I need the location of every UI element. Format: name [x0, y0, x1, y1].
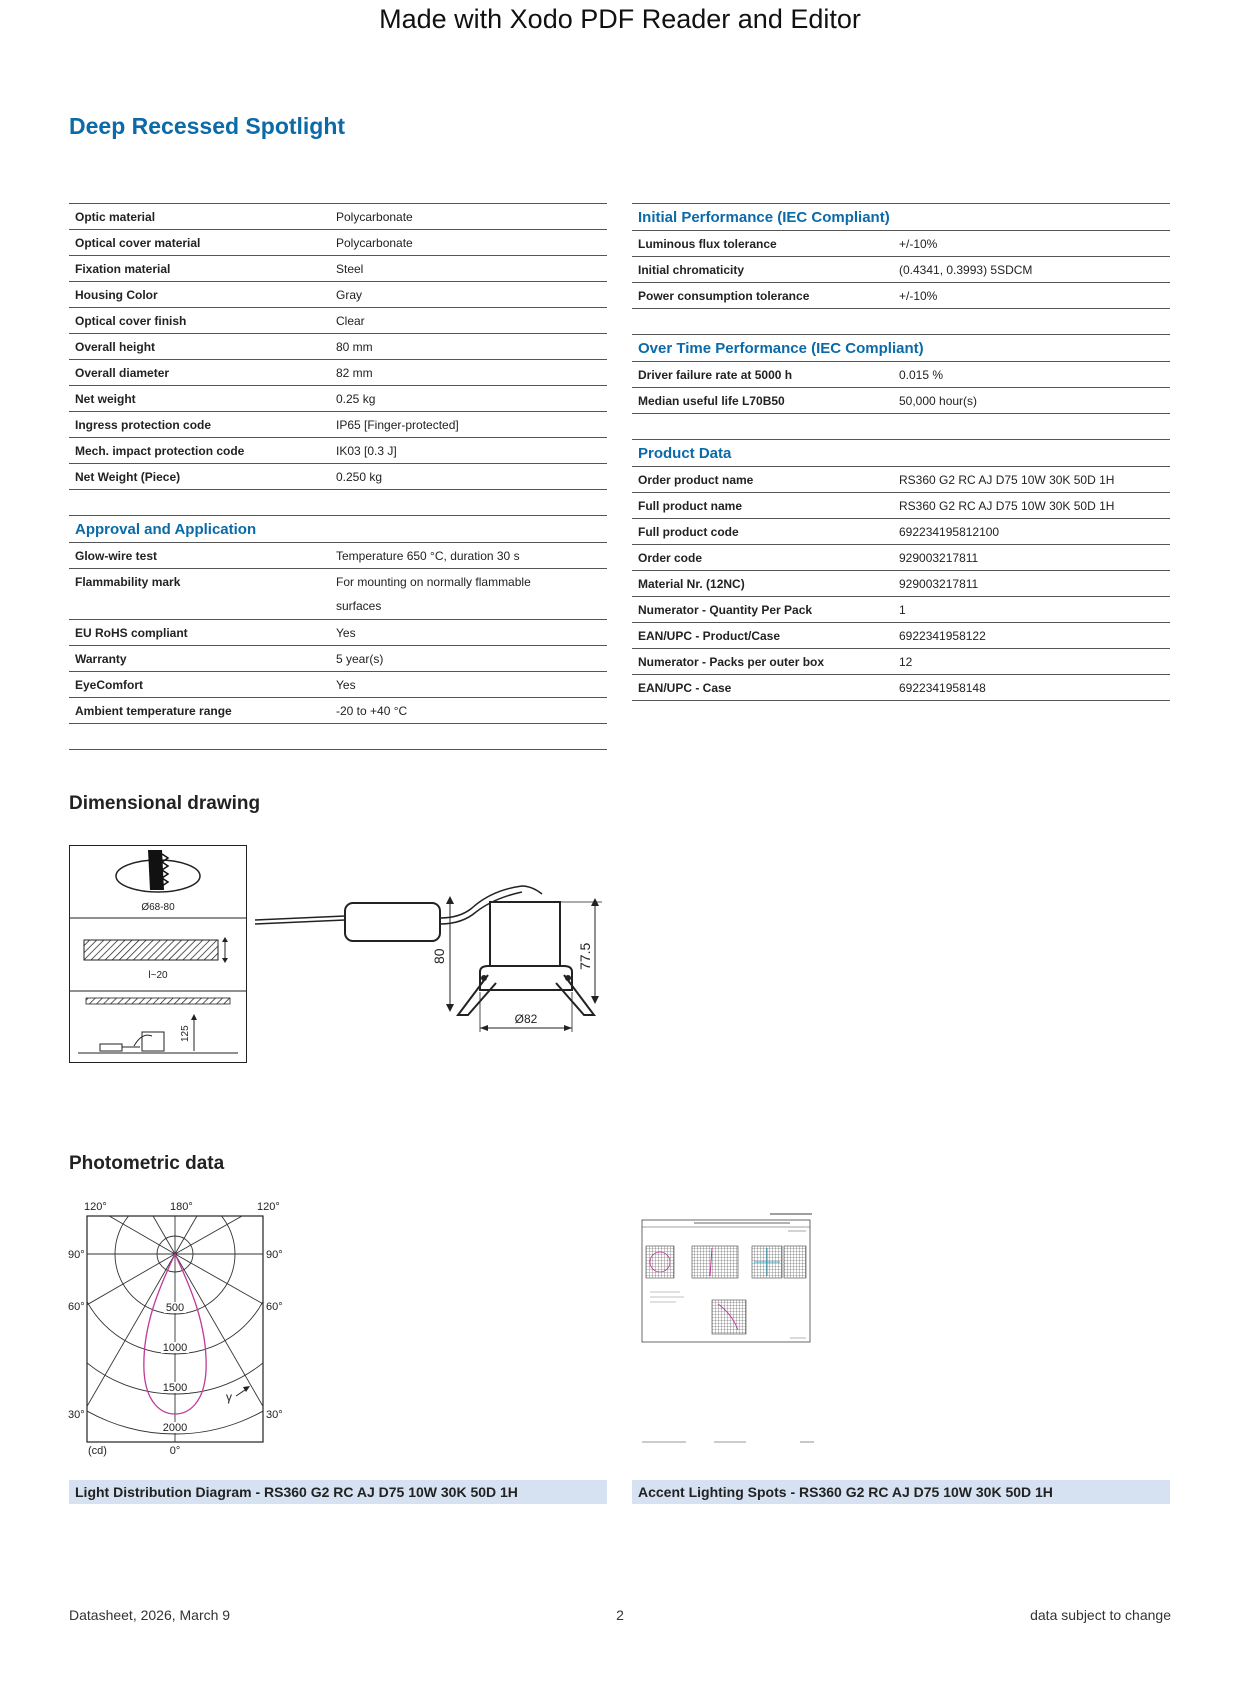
- table-row: [69, 229, 607, 255]
- table-row: [69, 463, 607, 489]
- spec-value: Yes: [336, 677, 356, 692]
- clearance-label: 125: [180, 1025, 191, 1042]
- angle-label: 180°: [170, 1201, 193, 1213]
- spec-value: 82 mm: [336, 365, 373, 380]
- spec-key: Fixation material: [75, 261, 171, 276]
- spec-value: Polycarbonate: [336, 235, 413, 250]
- installation-diagram: [69, 845, 247, 1063]
- table-row: [69, 281, 607, 307]
- spec-value: Clear: [336, 313, 365, 328]
- table-row: [632, 570, 1170, 596]
- spec-key: Flammability mark: [75, 575, 181, 589]
- spec-key: Median useful life L70B50: [638, 393, 785, 408]
- spec-value: 929003217811: [899, 576, 979, 591]
- height-dimension-label: 80: [431, 948, 447, 964]
- section-header-approval: [69, 515, 607, 542]
- spec-key: EU RoHS compliant: [75, 625, 188, 640]
- spec-key: Ambient temperature range: [75, 703, 232, 718]
- ring-label: 1000: [162, 1342, 188, 1354]
- angle-label: 90°: [266, 1249, 283, 1261]
- spec-value: 6922341958122: [899, 628, 986, 643]
- spec-key: Optical cover finish: [75, 313, 187, 328]
- driver-box: [345, 903, 440, 941]
- table-row: [632, 596, 1170, 622]
- spec-key: Numerator - Quantity Per Pack: [638, 602, 813, 617]
- spec-value: Polycarbonate: [336, 209, 413, 224]
- spec-value: Gray: [336, 287, 363, 302]
- spec-key: Full product name: [638, 498, 743, 513]
- spec-key: Numerator - Packs per outer box: [638, 654, 825, 669]
- table-spacer: [632, 308, 1170, 334]
- ring-label: 1500: [162, 1382, 188, 1394]
- table-row: [69, 411, 607, 437]
- table-row: [632, 544, 1170, 570]
- spec-key: Optical cover material: [75, 235, 201, 250]
- spec-key: Housing Color: [75, 287, 158, 302]
- spec-value: 1: [899, 602, 906, 617]
- table-end-rule: [69, 749, 607, 750]
- table-spacer: [69, 723, 607, 749]
- spec-key: Full product code: [638, 524, 739, 539]
- spec-value: Temperature 650 °C, duration 30 s: [336, 548, 520, 563]
- table-row: [632, 518, 1170, 544]
- spec-value-line: For mounting on normally flammable: [336, 575, 531, 589]
- table-row: [69, 568, 607, 619]
- footer-date: Datasheet, 2026, March 9: [69, 1607, 231, 1623]
- table-row: [69, 203, 607, 229]
- section-title: Approval and Application: [75, 520, 257, 538]
- spec-key: Overall height: [75, 339, 156, 354]
- angle-label: 60°: [266, 1301, 283, 1313]
- gamma-label: γ: [226, 1390, 232, 1404]
- cutout-label: Ø68-80: [141, 902, 175, 913]
- spec-key: Power consumption tolerance: [638, 288, 810, 303]
- angle-label: 0°: [169, 1445, 181, 1457]
- accent-lighting-thumbnail: [640, 1212, 820, 1448]
- spec-value: 0.25 kg: [336, 391, 376, 406]
- spec-key: Driver failure rate at 5000 h: [638, 367, 793, 382]
- table-row: [69, 671, 607, 697]
- spec-key: Mech. impact protection code: [75, 443, 245, 458]
- spec-key: Glow-wire test: [75, 548, 158, 563]
- spec-value: Steel: [336, 261, 364, 276]
- watermark-banner: Made with Xodo PDF Reader and Editor: [379, 4, 861, 34]
- table-row: [69, 697, 607, 723]
- spec-value: Yes: [336, 625, 356, 640]
- spec-value: 0.015 %: [899, 367, 944, 382]
- table-row: [69, 542, 607, 568]
- polar-light-distribution-diagram: [62, 1196, 302, 1458]
- table-row: [69, 437, 607, 463]
- table-row: [632, 492, 1170, 518]
- angle-label: 30°: [266, 1409, 283, 1421]
- table-row: [632, 256, 1170, 282]
- angle-label: 90°: [68, 1249, 85, 1261]
- spec-value: 80 mm: [336, 339, 373, 354]
- angle-label: 30°: [68, 1409, 85, 1421]
- spec-value: 929003217811: [899, 550, 979, 565]
- table-row: [632, 361, 1170, 387]
- spec-key: Optic material: [75, 209, 156, 224]
- spec-value: 5 year(s): [336, 651, 384, 666]
- installation-diagram-svg: [70, 846, 246, 1062]
- page-title: Deep Recessed Spotlight: [69, 113, 346, 139]
- spec-key: Ingress protection code: [75, 417, 212, 432]
- photometric-data-heading: Photometric data: [69, 1153, 225, 1174]
- spec-key: EyeComfort: [75, 677, 144, 692]
- fixture-side-view: [250, 880, 610, 1040]
- ceiling-thickness-label: l~20: [148, 970, 168, 981]
- angle-label: 120°: [84, 1201, 107, 1213]
- angle-label: 60°: [68, 1301, 85, 1313]
- spec-value: 692234195812100: [899, 524, 1000, 539]
- table-row: [632, 466, 1170, 492]
- table-row: [69, 307, 607, 333]
- table-row: [69, 255, 607, 281]
- table-end-rule: [632, 700, 1170, 701]
- table-row: [632, 230, 1170, 256]
- table-spacer: [632, 413, 1170, 439]
- spec-value: RS360 G2 RC AJ D75 10W 30K 50D 1H: [899, 498, 1115, 513]
- section-title: Product Data: [638, 444, 732, 462]
- section-header-initial-performance: [632, 203, 1170, 230]
- spec-value: 12: [899, 654, 913, 669]
- table-row: [69, 385, 607, 411]
- table-row: [69, 333, 607, 359]
- table-spacer: [69, 489, 607, 515]
- spec-key: Order code: [638, 550, 703, 565]
- unit-label: (cd): [88, 1445, 107, 1457]
- spec-value: 6922341958148: [899, 680, 986, 695]
- depth-dimension-label: 77.5: [577, 942, 593, 970]
- spec-key: Order product name: [638, 472, 754, 487]
- spec-value: IK03 [0.3 J]: [336, 443, 397, 458]
- footer-disclaimer: data subject to change: [1030, 1607, 1171, 1623]
- section-header-product-data: [632, 439, 1170, 466]
- diameter-dimension-label: Ø82: [514, 1012, 538, 1026]
- ceiling-section: [84, 940, 218, 960]
- ring-label: 2000: [162, 1422, 188, 1434]
- table-row: [632, 622, 1170, 648]
- spec-key: Initial chromaticity: [638, 262, 745, 277]
- spec-key: Net weight: [75, 391, 136, 406]
- spec-value: +/-10%: [899, 236, 938, 251]
- spec-value-line: surfaces: [336, 599, 382, 613]
- table-row: [69, 619, 607, 645]
- spec-value: 50,000 hour(s): [899, 393, 978, 408]
- spec-key: Luminous flux tolerance: [638, 236, 777, 251]
- spec-value: [336, 569, 607, 618]
- left-spec-column: [69, 203, 607, 750]
- section-title: Initial Performance (IEC Compliant): [638, 208, 890, 226]
- spec-key: Material Nr. (12NC): [638, 576, 745, 591]
- ring-label: 500: [165, 1302, 185, 1314]
- spec-key: Overall diameter: [75, 365, 170, 380]
- spec-key: Net Weight (Piece): [75, 469, 181, 484]
- spec-value: (0.4341, 0.3993) 5SDCM: [899, 262, 1033, 277]
- spec-value: 0.250 kg: [336, 469, 383, 484]
- right-spec-column: [632, 203, 1170, 701]
- page-number: 2: [616, 1607, 624, 1623]
- spec-value: IP65 [Finger-protected]: [336, 417, 459, 432]
- spec-key: EAN/UPC - Product/Case: [638, 628, 781, 643]
- spec-key: Warranty: [75, 651, 127, 666]
- spec-value: +/-10%: [899, 288, 938, 303]
- angle-label: 120°: [257, 1201, 280, 1213]
- light-distribution-caption: Light Distribution Diagram - RS360 G2 RC AJ D75 10W 30K 50D 1H: [69, 1480, 607, 1504]
- spec-key: EAN/UPC - Case: [638, 680, 732, 695]
- table-row: [69, 645, 607, 671]
- dimensional-drawing-heading: Dimensional drawing: [69, 793, 261, 814]
- spec-value: RS360 G2 RC AJ D75 10W 30K 50D 1H: [899, 472, 1115, 487]
- table-row: [69, 359, 607, 385]
- section-title: Over Time Performance (IEC Compliant): [638, 339, 924, 357]
- table-row: [632, 674, 1170, 700]
- table-row: [632, 387, 1170, 413]
- table-row: [632, 648, 1170, 674]
- spec-value: -20 to +40 °C: [336, 703, 408, 718]
- table-row: [632, 282, 1170, 308]
- section-header-over-time: [632, 334, 1170, 361]
- accent-lighting-caption: Accent Lighting Spots - RS360 G2 RC AJ D75 10W 30K 50D 1H: [632, 1480, 1170, 1504]
